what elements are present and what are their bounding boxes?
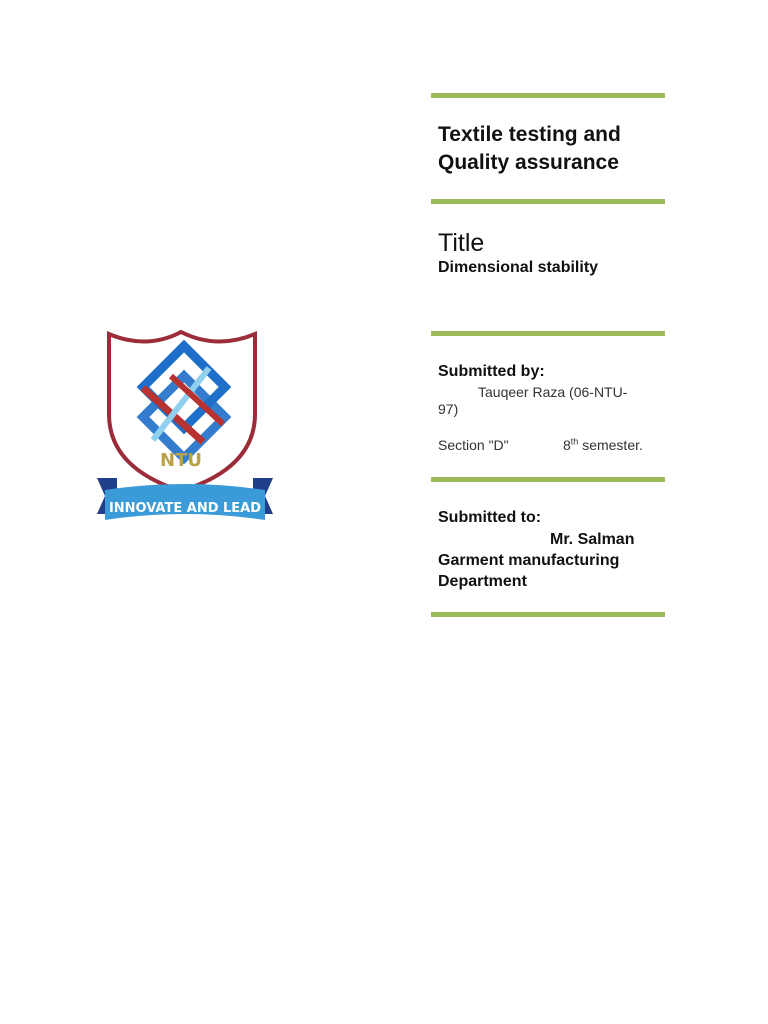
department-line: Garment manufacturing (438, 552, 620, 569)
submitted-by-heading: Submitted by: (438, 363, 545, 380)
divider-rule (431, 612, 665, 617)
author-name: Tauqeer Raza (06-NTU- (478, 384, 628, 400)
semester-label (563, 436, 643, 455)
course-title-line: Quality assurance (438, 151, 619, 174)
submitted-to-heading: Submitted to: (438, 509, 542, 526)
title-label: Title (438, 229, 485, 257)
divider-rule (431, 331, 665, 336)
divider-rule (431, 93, 665, 98)
course-title-line: Textile testing and (438, 123, 621, 146)
semester-word: semester. (578, 437, 643, 453)
ntu-logo (95, 328, 275, 528)
motto-ribbon (97, 478, 273, 520)
divider-rule (431, 477, 665, 482)
report-title: Dimensional stability (438, 259, 599, 276)
semester-suffix: th (570, 436, 579, 447)
author-id-cont: 97) (438, 401, 459, 417)
recipient-name: Mr. Salman (550, 531, 635, 548)
motto-text: INNOVATE AND LEAD (108, 501, 262, 516)
semester-number: 8 (563, 437, 571, 453)
course-title (438, 121, 668, 177)
emblem-text: NTU (160, 450, 202, 471)
divider-rule (431, 199, 665, 204)
department-line: Department (438, 573, 527, 590)
section-label: Section "D" (438, 437, 509, 453)
